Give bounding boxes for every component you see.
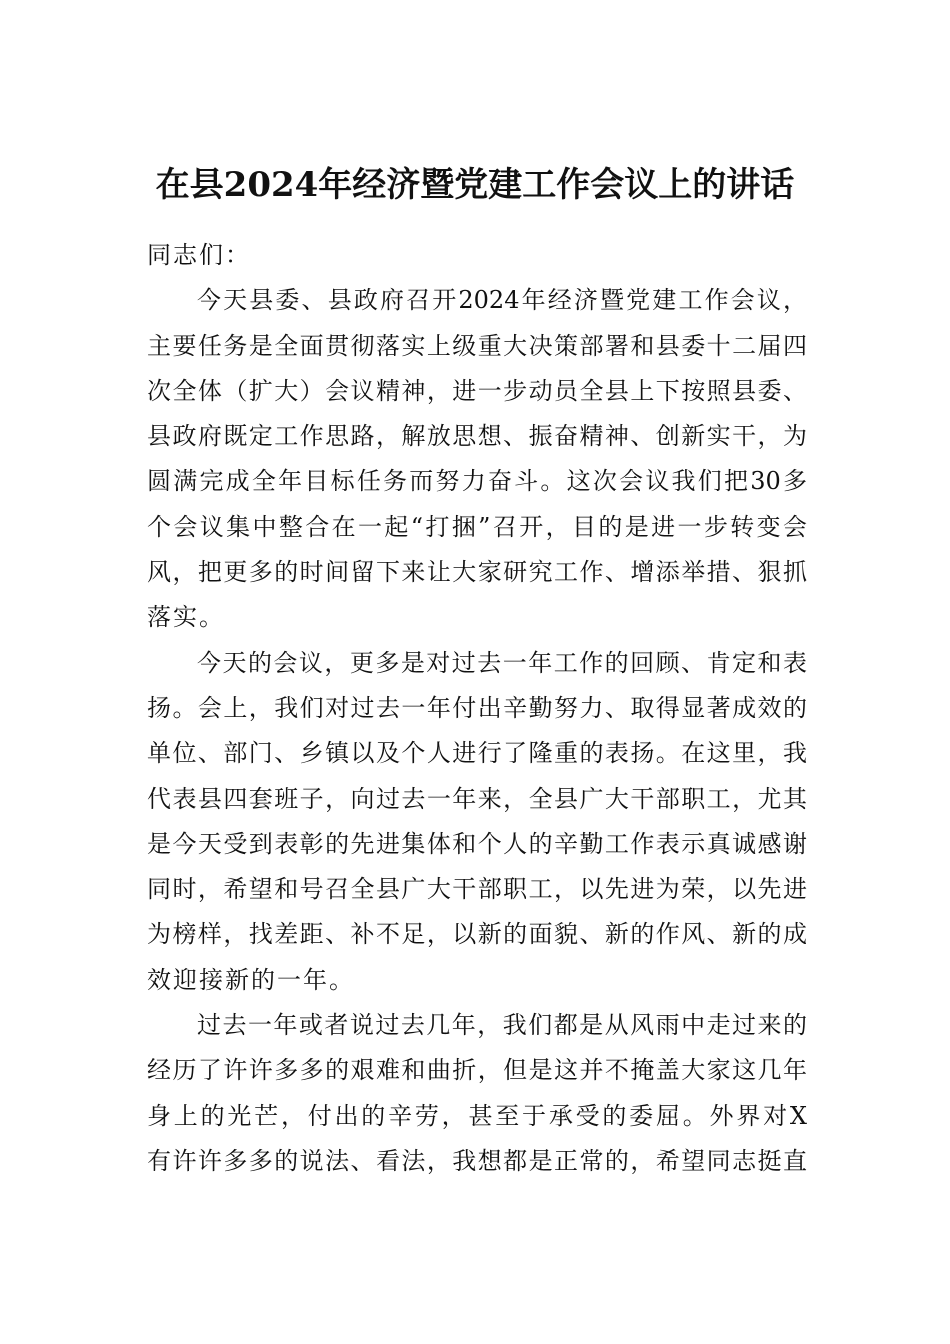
document-title: 在县2024年经济暨党建工作会议上的讲话 — [155, 165, 795, 205]
paragraph-line: 圆满完成全年目标任务而努力奋斗。这次会议我们把30多 — [147, 467, 807, 496]
paragraph-line: 今天县委、县政府召开2024年经济暨党建工作会议， — [197, 286, 807, 315]
paragraph-line: 效迎接新的一年。 — [147, 965, 355, 994]
paragraph-line: 过去一年或者说过去几年，我们都是从风雨中走过来的 — [197, 1011, 807, 1040]
document-body — [147, 233, 807, 1184]
paragraph-line: 今天的会议，更多是对过去一年工作的回顾、肯定和表 — [197, 648, 807, 677]
paragraph-line: 经历了许许多多的艰难和曲折，但是这并不掩盖大家这几年 — [147, 1056, 807, 1085]
paragraph-line: 次全体（扩大）会议精神，进一步动员全县上下按照县委、 — [147, 376, 807, 405]
paragraph-line: 单位、部门、乡镇以及个人进行了隆重的表扬。在这里，我 — [147, 739, 807, 768]
paragraph-line: 个会议集中整合在一起“打捆”召开，目的是进一步转变会 — [147, 512, 807, 541]
paragraph-line: 代表县四套班子，向过去一年来，全县广大干部职工，尤其 — [147, 784, 807, 813]
paragraph-line: 为榜样，找差距、补不足，以新的面貌、新的作风、新的成 — [147, 920, 807, 949]
paragraph-line: 身上的光芒，付出的辛劳，甚至于承受的委屈。外界对X — [147, 1101, 807, 1130]
paragraph-line: 是今天受到表彰的先进集体和个人的辛勤工作表示真诚感谢 — [147, 829, 807, 858]
paragraph-line: 主要任务是全面贯彻落实上级重大决策部署和县委十二届四 — [147, 331, 807, 360]
paragraph-line: 有许许多多的说法、看法，我想都是正常的，希望同志挺直 — [147, 1146, 807, 1175]
paragraph-line: 扬。会上，我们对过去一年付出辛勤努力、取得显著成效的 — [147, 693, 807, 722]
salutation: 同志们： — [147, 241, 251, 269]
paragraph-line: 县政府既定工作思路，解放思想、振奋精神、创新实干，为 — [147, 422, 807, 451]
paragraph-line: 风，把更多的时间留下来让大家研究工作、增添举措、狠抓 — [147, 558, 807, 587]
paragraph-line: 同时，希望和号召全县广大干部职工，以先进为荣，以先进 — [147, 875, 807, 904]
paragraph-line: 落实。 — [147, 603, 225, 632]
